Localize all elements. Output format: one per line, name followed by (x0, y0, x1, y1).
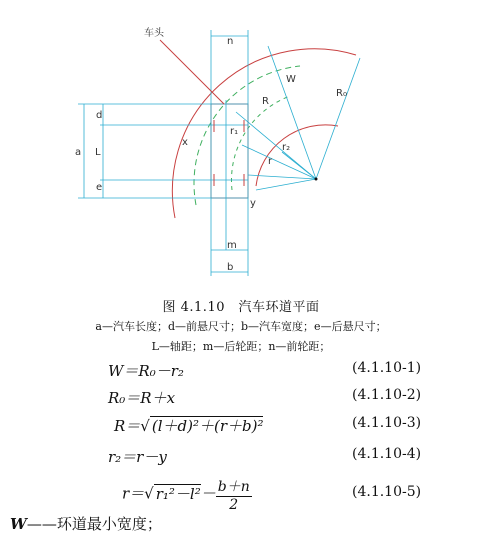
equation (114, 415, 263, 436)
label-m: m (227, 240, 237, 251)
label-a: a (75, 147, 82, 158)
equation-number: (4.1.10-1) (352, 360, 422, 376)
label-L: L (95, 147, 101, 158)
label-x: x (182, 137, 188, 148)
front-leader-line (160, 40, 224, 104)
equation: W＝R₀－r₂ (108, 362, 184, 380)
equation: R₀＝R＋x (108, 389, 176, 407)
equation-number: (4.1.10-2) (352, 387, 422, 403)
legend-line-1: a—汽车长度；d—前悬尺寸；b—汽车宽度；e—后悬尺寸； (95, 320, 387, 333)
label-b: b (227, 262, 234, 273)
label-chetou: 车头 (144, 28, 164, 39)
label-e: e (96, 182, 103, 193)
equation-row (0, 360, 482, 386)
fraction-numerator: b＋n (216, 476, 252, 497)
label-n-top: n (227, 36, 234, 47)
equation-number: (4.1.10-4) (352, 446, 422, 462)
sqrt-sign: √ (140, 417, 150, 435)
equation-row (0, 446, 482, 472)
equation-number: (4.1.10-5) (352, 484, 422, 500)
legend-line-2: L—轴距；m—后轮距；n—前轮距； (151, 340, 331, 353)
label-r: r (268, 156, 273, 167)
label-r1: r₁ (230, 126, 239, 137)
equation-row (0, 476, 482, 512)
equation-number: (4.1.10-3) (352, 415, 422, 431)
dashed-arc-R (194, 66, 300, 205)
definition-dash: —— (26, 515, 57, 533)
definition-symbol: W (10, 515, 27, 533)
equation-lhs: R＝ (114, 417, 141, 435)
equation-radicand: r₁²－l² (155, 484, 201, 503)
axle-marks (214, 120, 244, 186)
definition-text: 环道最小宽度； (56, 515, 162, 533)
label-W: W (286, 74, 296, 85)
definition-line (10, 513, 162, 534)
equation-radicand: (l＋d)²＋(r＋b)² (151, 417, 264, 435)
sqrt-sign: √ (144, 484, 154, 503)
minus-sign: － (200, 484, 216, 503)
fraction (216, 476, 252, 513)
radius-lines (236, 46, 360, 190)
equation: r₂＝r－y (108, 448, 167, 466)
equation-row (0, 387, 482, 413)
equation (122, 476, 252, 513)
label-y: y (250, 198, 256, 209)
equation-lhs: r＝ (122, 484, 145, 503)
center-point (315, 178, 318, 181)
fraction-denominator: 2 (229, 497, 239, 513)
label-R: R (262, 96, 269, 107)
outer-arc-R0 (172, 49, 356, 218)
equation-row (0, 415, 482, 441)
figure-caption: 图 4.1.10 汽车环道平面 (162, 300, 320, 315)
label-R0: R₀ (336, 88, 347, 99)
vehicle-body (211, 104, 248, 198)
label-d: d (96, 110, 103, 121)
label-r2: r₂ (282, 142, 291, 153)
dimension-lines (78, 30, 248, 276)
